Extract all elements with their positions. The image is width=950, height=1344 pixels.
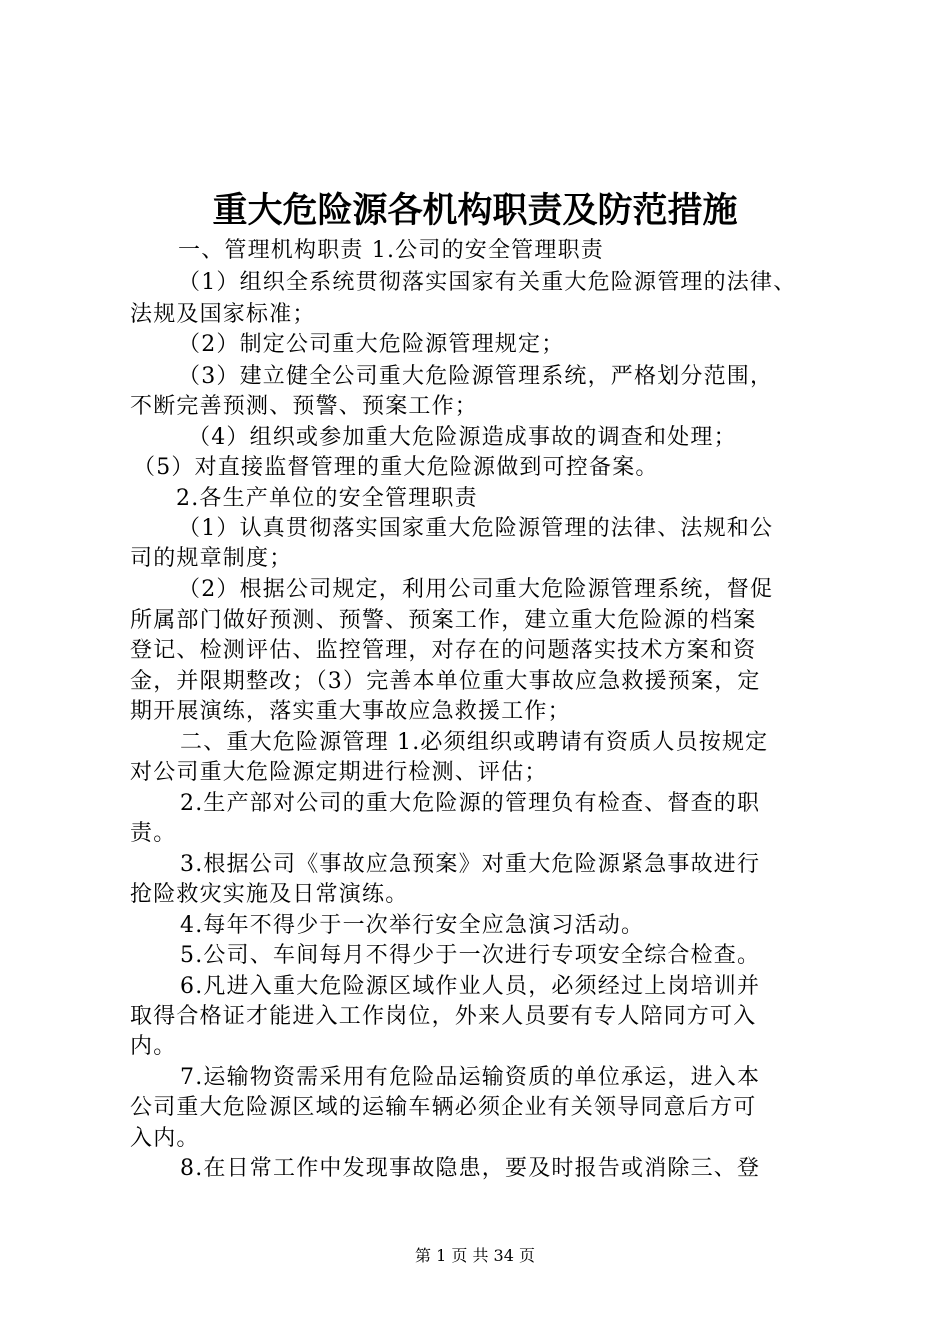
text-line: （4）组织或参加重大危险源造成事故的调查和处理； xyxy=(188,425,737,450)
text-line: 2.生产部对公司的重大危险源的管理负有检查、督查的职 xyxy=(180,791,761,816)
text-line: 2.各生产单位的安全管理职责 xyxy=(176,486,478,511)
text-line: 7.运输物资需采用有危险品运输资质的单位承运，进入本 xyxy=(180,1065,761,1090)
text-line: 金，并限期整改；（3）完善本单位重大事故应急救援预案，定 xyxy=(130,669,761,694)
text-line: 二、重大危险源管理 1.必须组织或聘请有资质人员按规定 xyxy=(180,730,769,755)
text-line: 内。 xyxy=(130,1034,177,1059)
text-line: 取得合格证才能进入工作岗位，外来人员要有专人陪同方可入 xyxy=(130,1004,757,1029)
text-line: 登记、检测评估、监控管理，对存在的问题落实技术方案和资 xyxy=(130,638,757,663)
text-line: 抢险救灾实施及日常演练。 xyxy=(130,882,409,907)
page-number: 第 1 页 共 34 页 xyxy=(415,1246,535,1265)
text-line: 公司重大危险源区域的运输车辆必须企业有关领导同意后方可 xyxy=(130,1095,757,1120)
text-line: 司的规章制度； xyxy=(130,546,293,571)
text-line: （5）对直接监督管理的重大危险源做到可控备案。 xyxy=(133,455,659,480)
text-line: 不断完善预测、预警、预案工作； xyxy=(130,394,479,419)
text-line: 一、管理机构职责 1.公司的安全管理职责 xyxy=(178,238,604,263)
text-line: （1）组织全系统贯彻落实国家有关重大危险源管理的法律、 xyxy=(178,270,797,295)
text-line: 3.根据公司《事故应急预案》对重大危险源紧急事故进行 xyxy=(180,852,761,877)
text-line: 5.公司、车间每月不得少于一次进行专项安全综合检查。 xyxy=(180,943,761,968)
text-line: （2）制定公司重大危险源管理规定； xyxy=(178,332,565,357)
text-line: 6.凡进入重大危险源区域作业人员，必须经过上岗培训并 xyxy=(180,974,761,999)
text-line: （3）建立健全公司重大危险源管理系统，严格划分范围， xyxy=(178,364,774,389)
text-line: （1）认真贯彻落实国家重大危险源管理的法律、法规和公 xyxy=(178,516,774,541)
document-title: 重大危险源各机构职责及防范措施 xyxy=(212,190,738,231)
text-line: 4.每年不得少于一次举行安全应急演习活动。 xyxy=(180,913,645,938)
text-line: 期开展演练，落实重大事故应急救援工作； xyxy=(130,699,571,724)
text-line: 法规及国家标准； xyxy=(130,302,316,327)
text-line: 8.在日常工作中发现事故隐患，要及时报告或消除三、登 xyxy=(180,1156,761,1181)
text-line: 所属部门做好预测、预警、预案工作，建立重大危险源的档案 xyxy=(130,608,757,633)
text-line: 责。 xyxy=(130,821,177,846)
text-line: 对公司重大危险源定期进行检测、评估； xyxy=(130,760,548,785)
text-line: 入内。 xyxy=(130,1126,200,1151)
text-line: （2）根据公司规定，利用公司重大危险源管理系统，督促 xyxy=(178,577,774,602)
